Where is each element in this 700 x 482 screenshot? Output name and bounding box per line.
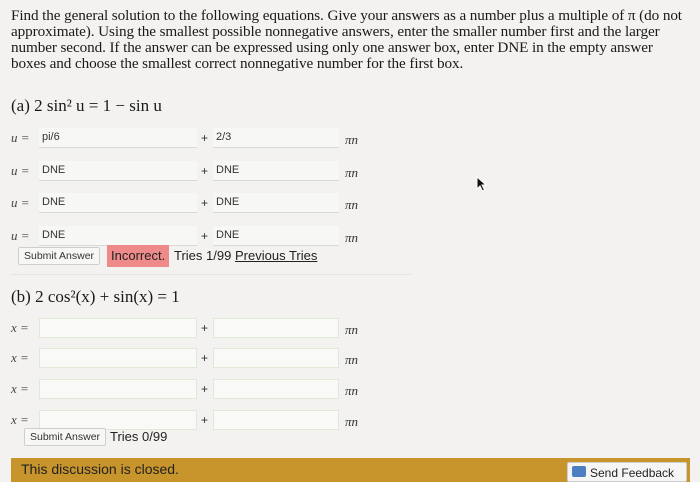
status-badge: Incorrect. xyxy=(107,245,169,267)
feedback-icon xyxy=(572,466,586,477)
plus-sign: + xyxy=(201,382,209,396)
plus-sign: + xyxy=(201,229,209,243)
pi-n-label: πn xyxy=(345,197,359,212)
part-a-label: (a) xyxy=(11,96,30,115)
answer-multiple-input[interactable]: DNE xyxy=(213,226,339,246)
divider xyxy=(11,274,411,275)
answer-multiple-input[interactable] xyxy=(213,379,339,399)
answer-number-input[interactable] xyxy=(39,348,197,368)
plus-sign: + xyxy=(201,164,209,178)
part-a-answer-row xyxy=(0,161,700,185)
answer-number-input[interactable]: DNE xyxy=(39,161,197,181)
variable-label: u = xyxy=(11,228,30,243)
part-b-submit-line xyxy=(0,426,700,448)
instructions-text: Find the general solution to the following equations. Give your answers as a number plus a multiple of π (do not approximate). Using the smallest possible nonnegative answers, enter the smaller number first and the larger number second. If the answer can be expressed using only one answer box, enter DNE in the empty answer boxes and choose the smallest correct nonnegative number for the first box. xyxy=(11,7,682,72)
submit-answer-button[interactable]: Submit Answer xyxy=(24,428,106,446)
part-a-answer-row xyxy=(0,128,700,152)
part-b-equation: 2 cos²(x) + sin(x) = 1 xyxy=(35,287,180,306)
answer-multiple-input[interactable] xyxy=(213,348,339,368)
answer-number-input[interactable] xyxy=(39,318,197,338)
part-a-equation: 2 sin² u = 1 − sin u xyxy=(34,96,162,115)
variable-label: x = xyxy=(11,320,29,335)
variable-label: x = xyxy=(11,381,29,396)
tries-count: Tries 0/99 xyxy=(110,429,168,444)
answer-number-input[interactable]: pi/6 xyxy=(39,128,197,148)
variable-label: x = xyxy=(11,350,29,365)
previous-tries-link[interactable]: Previous Tries xyxy=(235,248,318,263)
part-b-label: (b) xyxy=(11,287,31,306)
part-a-submit-line xyxy=(0,245,700,267)
plus-sign: + xyxy=(201,196,209,210)
discussion-closed-bar xyxy=(11,458,690,482)
variable-label: x = xyxy=(11,412,29,427)
answer-number-input[interactable] xyxy=(39,379,197,399)
feedback-label: Send Feedback xyxy=(590,466,675,480)
part-b-answer-row xyxy=(0,379,700,403)
part-a-title xyxy=(11,96,162,116)
part-b-answer-row xyxy=(0,348,700,372)
variable-label: u = xyxy=(11,130,30,145)
cursor-icon xyxy=(476,176,490,192)
pi-n-label: πn xyxy=(345,383,359,398)
part-b-answer-row xyxy=(0,318,700,342)
answer-number-input[interactable]: DNE xyxy=(39,193,197,213)
plus-sign: + xyxy=(201,413,209,427)
variable-label: u = xyxy=(11,163,30,178)
pi-n-label: πn xyxy=(345,230,359,245)
send-feedback-button[interactable] xyxy=(567,462,687,482)
plus-sign: + xyxy=(201,351,209,365)
answer-multiple-input[interactable]: 2/3 xyxy=(213,128,339,148)
pi-n-label: πn xyxy=(345,132,359,147)
pi-n-label: πn xyxy=(345,322,359,337)
plus-sign: + xyxy=(201,321,209,335)
part-b-title xyxy=(11,287,180,307)
answer-number-input[interactable]: DNE xyxy=(39,226,197,246)
pi-n-label: πn xyxy=(345,352,359,367)
submit-answer-button[interactable]: Submit Answer xyxy=(18,247,100,265)
tries-count: Tries 1/99 xyxy=(174,248,232,263)
part-a-answer-row xyxy=(0,193,700,217)
plus-sign: + xyxy=(201,131,209,145)
variable-label: u = xyxy=(11,195,30,210)
pi-n-label: πn xyxy=(345,414,359,429)
pi-n-label: πn xyxy=(345,165,359,180)
answer-multiple-input[interactable] xyxy=(213,318,339,338)
answer-multiple-input[interactable]: DNE xyxy=(213,161,339,181)
closed-message: This discussion is closed. xyxy=(21,461,179,477)
answer-multiple-input[interactable]: DNE xyxy=(213,193,339,213)
